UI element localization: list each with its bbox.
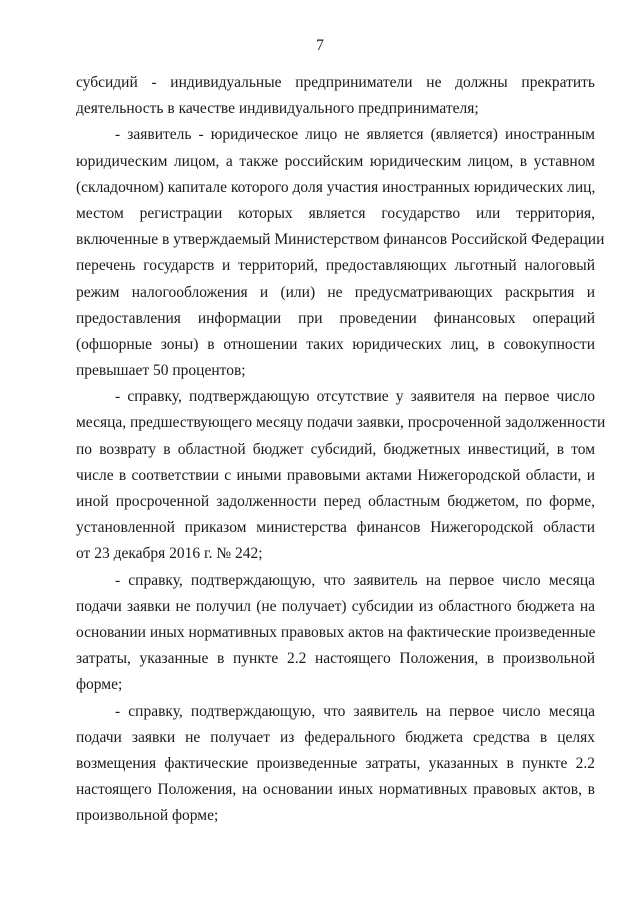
text-line: местом регистрации которых является государство или территория, xyxy=(76,204,595,222)
text-line: числе в соответствии с иными правовыми актами Нижегородской области, и xyxy=(76,466,595,484)
document-body xyxy=(76,70,606,829)
text-line: режим налогообложения и (или) не предусматривающих раскрытия и xyxy=(76,283,595,301)
text-line: форме; xyxy=(76,676,123,694)
text-line: юридическим лицом, а также российским юридическим лицом, в уставном xyxy=(76,152,595,170)
page-number: 7 xyxy=(316,37,324,54)
text-line: деятельность в качестве индивидуального предпринимателя; xyxy=(76,100,479,118)
text-line: - справку, подтверждающую, что заявитель на первое число месяца xyxy=(115,702,595,720)
paragraph-regional-subsidy-certificate xyxy=(76,568,595,699)
text-line: превышает 50 процентов; xyxy=(76,362,246,380)
text-line: установленной приказом министерства финансов Нижегородской области xyxy=(76,519,595,537)
text-line: - справку, подтверждающую, что заявитель на первое число месяца xyxy=(115,571,595,589)
paragraph-debt-certificate xyxy=(76,384,606,567)
text-line: от 23 декабря 2016 г. № 242; xyxy=(76,545,263,563)
text-line: подачи заявки не получил (не получает) субсидии из областного бюджета на xyxy=(76,597,595,615)
text-line: субсидий - индивидуальные предприниматели не должны прекратить xyxy=(76,74,595,91)
paragraph-federal-funds-certificate xyxy=(76,699,595,830)
text-line: основании иных нормативных правовых актов на фактические произведенные xyxy=(76,623,596,641)
text-line: месяца, предшествующего месяцу подачи заявки, просроченной задолженности xyxy=(76,414,606,432)
text-line: включенные в утверждаемый Министерством финансов Российской Федерации xyxy=(76,231,605,249)
text-line: (складочном) капитале которого доля участия иностранных юридических лиц, xyxy=(76,178,596,196)
text-line: - справку, подтверждающую отсутствие у заявителя на первое число xyxy=(115,388,595,406)
text-line: подачи заявки не получает из федерального бюджета средства в целях xyxy=(76,728,595,746)
text-line: - заявитель - юридическое лицо не является (является) иностранным xyxy=(115,126,595,144)
paragraph-intro-continuation xyxy=(76,70,595,122)
text-line: настоящего Положения, на основании иных нормативных правовых актов, в xyxy=(76,781,595,799)
text-line: (офшорные зоны) в отношении таких юридических лиц, в совокупности xyxy=(76,335,595,353)
text-line: затраты, указанные в пункте 2.2 настоящего Положения, в произвольной xyxy=(76,650,595,668)
text-line: произвольной форме; xyxy=(76,807,219,825)
paragraph-foreign-entity xyxy=(76,122,605,384)
text-line: предоставления информации при проведении финансовых операций xyxy=(76,309,595,327)
text-line: иной просроченной задолженности перед областным бюджетом, по форме, xyxy=(76,493,595,510)
text-line: по возврату в областной бюджет субсидий, бюджетных инвестиций, в том xyxy=(76,440,595,458)
text-line: перечень государств и территорий, предоставляющих льготный налоговый xyxy=(76,257,595,275)
text-line: возмещения фактические произведенные затраты, указанных в пункте 2.2 xyxy=(76,754,595,772)
